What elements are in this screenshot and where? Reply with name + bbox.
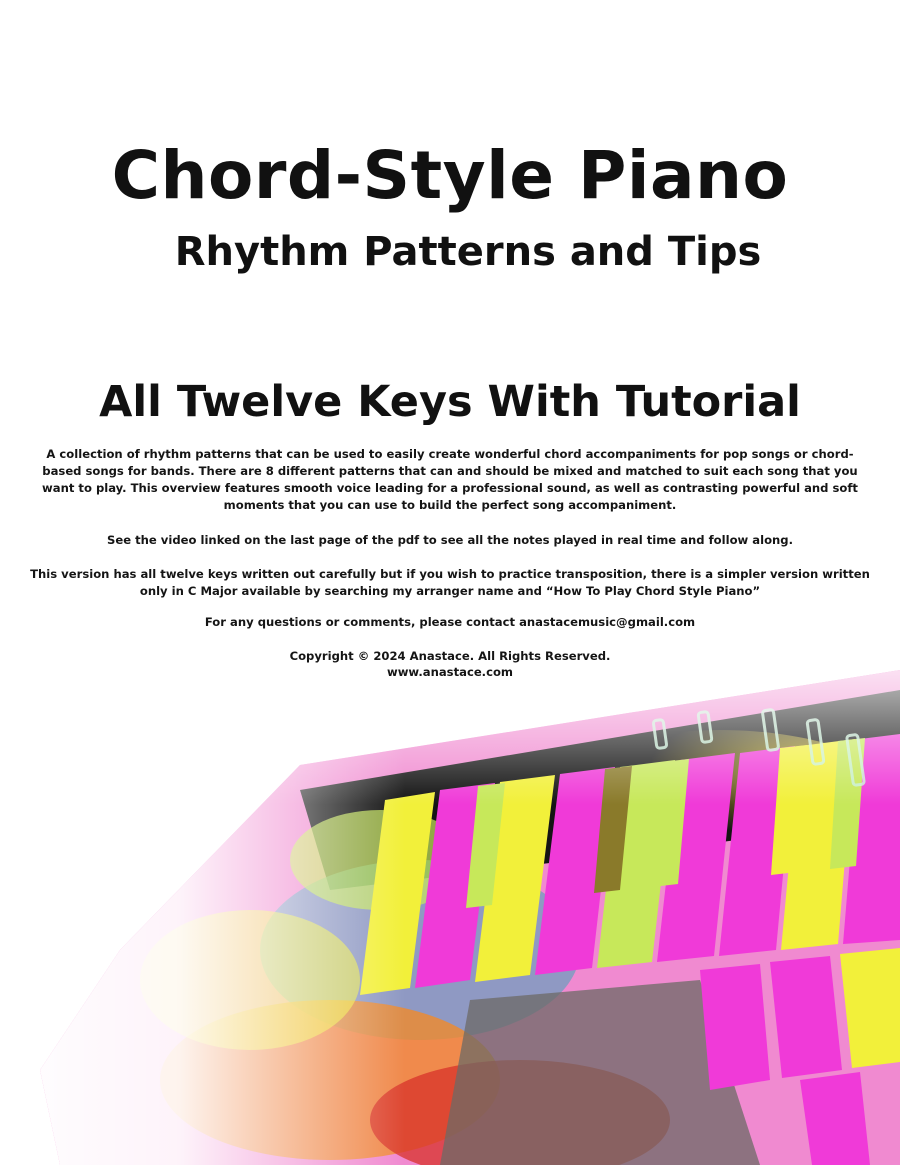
page-title: Chord-Style Piano [111,137,789,214]
contact-line: For any questions or comments, please contact anastacemusic@gmail.com [204,615,696,629]
page-subtitle: Rhythm Patterns and Tips [174,229,762,275]
version-note: This version has all twelve keys written out carefully but if you wish to practice transposition, there is a simpler version written only in C Major available by searching my arranger name and “How To Play Chord Style Piano” [30,567,870,598]
video-note: See the video linked on the last page of the pdf to see all the notes played in real time and follow along. [106,533,793,547]
section-heading: All Twelve Keys With Tutorial [99,377,801,427]
website-link[interactable]: www.anastace.com [386,665,514,679]
piano-keyboard-artwork [0,650,900,1165]
copyright-line: Copyright © 2024 Anastace. All Rights Reserved. [289,649,611,663]
intro-paragraph: A collection of rhythm patterns that can be used to easily create wonderful chord accompaniments for pop songs or chord-based songs for bands. There are 8 different patterns that can and should be mixed and matched to suit each song that you want to play. This overview features smooth voice leading for a professional sound, as well as contrasting powerful and soft moments that you can use to build the perfect song accompaniment. [42,447,858,512]
